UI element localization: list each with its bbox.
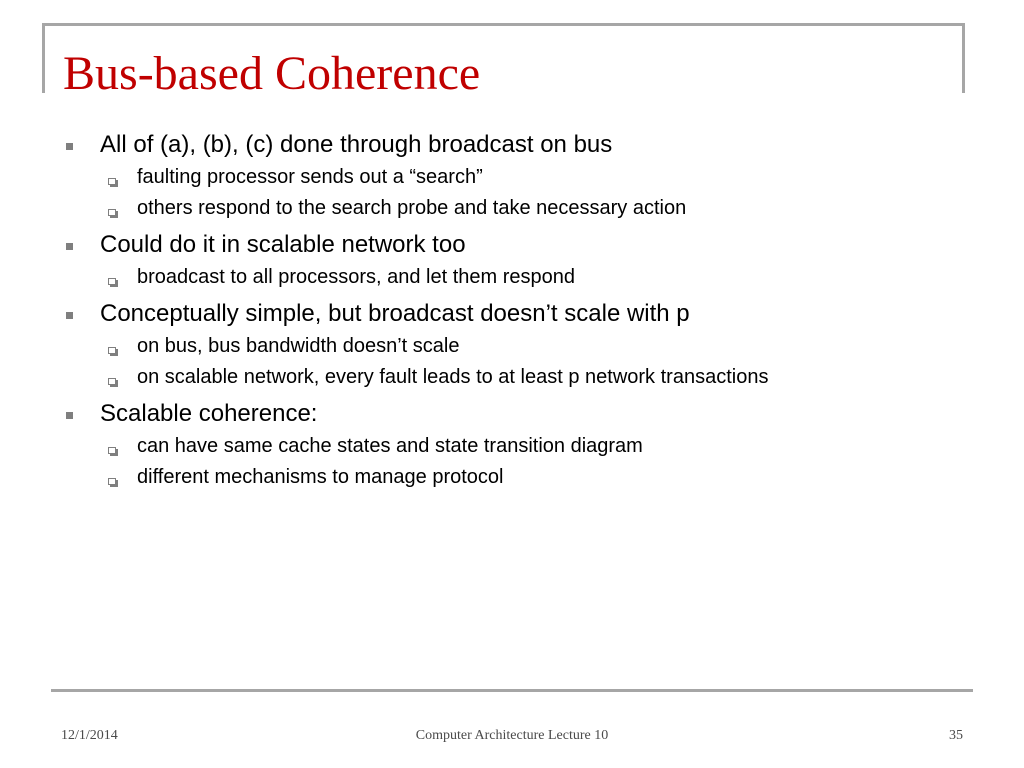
box-bullet-icon	[108, 178, 116, 185]
sub-bullet-item	[100, 362, 944, 393]
sub-bullet-item	[100, 331, 944, 362]
square-bullet-icon	[66, 412, 73, 419]
sub-bullet-item	[100, 431, 944, 462]
square-bullet-icon	[66, 243, 73, 250]
sub-bullet-item	[100, 262, 944, 293]
sub-bullet-text: others respond to the search probe and take necessary action	[137, 197, 687, 219]
box-bullet-icon	[108, 278, 116, 285]
footer-divider	[51, 689, 973, 692]
bullet-text: All of (a), (b), (c) done through broadcast on bus	[100, 131, 613, 158]
sub-bullet-list	[100, 431, 944, 493]
slide-title: Bus-based Coherence	[63, 47, 481, 100]
sub-bullet-text: faulting processor sends out a “search”	[137, 166, 483, 188]
sub-bullet-item	[100, 193, 944, 224]
sub-bullet-text: broadcast to all processors, and let them respond	[137, 266, 576, 288]
sub-bullet-list	[100, 162, 944, 224]
sub-bullet-item	[100, 162, 944, 193]
frame-top-border	[42, 23, 965, 26]
bullet-text: Scalable coherence:	[100, 400, 318, 427]
box-bullet-icon	[108, 347, 116, 354]
bullet-list	[64, 128, 944, 493]
sub-bullet-text: different mechanisms to manage protocol	[137, 466, 504, 488]
sub-bullet-list	[100, 262, 944, 293]
bullet-text: Could do it in scalable network too	[100, 231, 466, 258]
footer-date: 12/1/2014	[61, 728, 118, 743]
square-bullet-icon	[66, 143, 73, 150]
footer-page-number: 35	[949, 728, 963, 743]
bullet-item	[64, 228, 944, 293]
bullet-item	[64, 128, 944, 224]
box-bullet-icon	[108, 209, 116, 216]
sub-bullet-item	[100, 462, 944, 493]
frame-right-border	[962, 23, 965, 93]
box-bullet-icon	[108, 447, 116, 454]
sub-bullet-text: on bus, bus bandwidth doesn’t scale	[137, 335, 460, 357]
sub-bullet-text: on scalable network, every fault leads to at least p network transactions	[137, 366, 769, 388]
bullet-item	[64, 397, 944, 493]
sub-bullet-text: can have same cache states and state transition diagram	[137, 435, 643, 457]
box-bullet-icon	[108, 478, 116, 485]
bullet-item	[64, 297, 944, 393]
sub-bullet-list	[100, 331, 944, 393]
square-bullet-icon	[66, 312, 73, 319]
bullet-text: Conceptually simple, but broadcast doesn’t scale with p	[100, 300, 690, 327]
box-bullet-icon	[108, 378, 116, 385]
frame-left-border	[42, 23, 45, 93]
footer-course-title: Computer Architecture Lecture 10	[415, 728, 609, 743]
